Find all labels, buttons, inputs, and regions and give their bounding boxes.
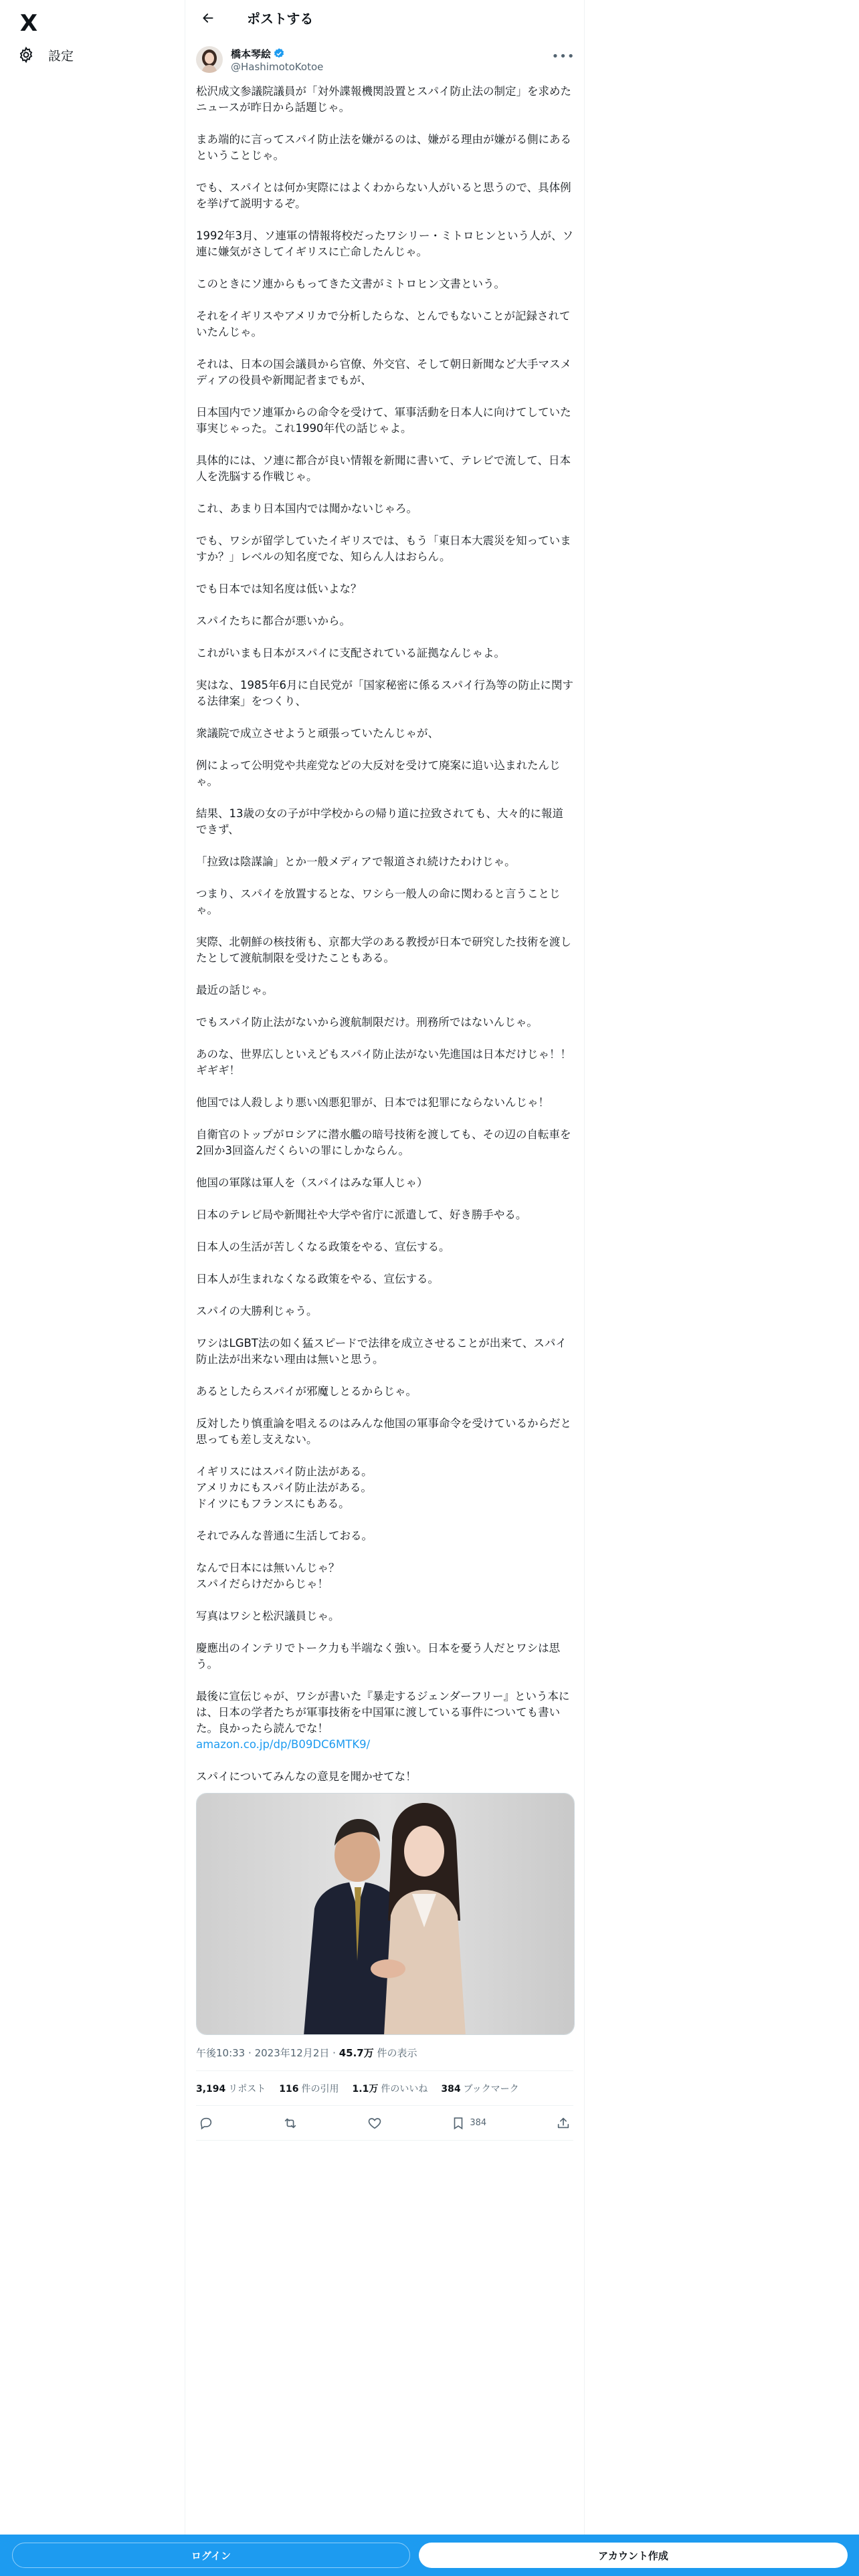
post-actions [196,2106,573,2141]
post-paragraph: 松沢成文参議院議員が「対外諜報機関設置とスパイ防止法の制定」を求めたニュースが昨日から話題じゃ。 [196,85,571,114]
left-navigation [0,0,185,2576]
post-paragraph: これ、あまり日本国内では聞かないじゃろ。 [196,502,417,515]
author-row [196,43,573,76]
post-paragraph: 最近の話じゃ。 [196,984,274,996]
post-paragraph: ワシはLGBT法の如く猛スピードで法律を成立させることが出来て、スパイ防止法が出来ない理由は無いと思う。 [196,1337,567,1366]
post-paragraph: このときにソ連からもってきた文書がミトロヒン文書という。 [196,278,505,290]
post-paragraph: 日本のテレビ局や新聞社や大学や省庁に派遣して、好き勝手やる。 [196,1208,527,1221]
post-paragraph: でも、スパイとは何か実際にはよくわからない人がいると思うので、具体例を挙げて説明するぞ。 [196,181,571,210]
post-paragraph: 「拉致は陰謀論」とか一般メディアで報道され続けたわけじゃ。 [196,855,516,868]
repost-icon [283,2116,298,2131]
author-handle[interactable]: @HashimotoKotoe [231,60,324,73]
repost-button[interactable] [283,2116,298,2131]
post-paragraph-closing: スパイについてみんなの意見を聞かせてな！ [196,1770,417,1783]
post-paragraph: スパイたちに都合が悪いから。 [196,615,351,627]
reply-button[interactable] [199,2116,213,2131]
like-button[interactable] [367,2116,382,2131]
post-paragraph: 衆議院で成立させようと頑張っていたんじゃが、 [196,727,439,740]
post-paragraph: これがいまも日本がスパイに支配されている証拠なんじゃよ。 [196,647,505,659]
page-title: ポストする [247,11,314,27]
gear-icon [17,46,35,64]
post-paragraph: 例によって公明党や共産党などの大反対を受けて廃案に追い込まれたんじゃ。 [196,759,561,788]
views-count: 45.7万 [339,2047,374,2059]
post-paragraph: 実はな、1985年6月に自民党が「国家秘密に係るスパイ行為等の防止に関する法律案」をつくり、 [196,679,573,708]
share-icon [556,2116,571,2131]
bookmarks-stat[interactable]: 384 ブックマーク [441,2083,519,2095]
post-paragraph: それでみんな普通に生活しておる。 [196,1529,373,1542]
post-paragraph-book: 最後に宣伝じゃが、ワシが書いた『暴走するジェンダーフリー』という本には、日本の学者たちが軍事技術を中国軍に渡している事件についても書いた。良かったら読んでな！ amazon.co.jp/dp/B09DC6MTK9/ [196,1689,573,1753]
author-display-name[interactable]: 橋本琴絵 [231,47,272,60]
reposts-stat[interactable]: 3,194 リポスト [196,2083,266,2095]
post-paragraph: あのな、世界広しといえどもスパイ防止法がない先進国は日本だけじゃ！！ ギギギ！ [196,1048,571,1077]
post-paragraph: 反対したり慎重論を唱えるのはみんな他国の軍事命令を受けているからだと思っても差し支えない。 [196,1417,571,1446]
post-text [196,84,573,1785]
post-paragraph: でもスパイ防止法がないから渡航制限だけ。刑務所ではないんじゃ。 [196,1016,538,1029]
amazon-link[interactable]: amazon.co.jp/dp/B09DC6MTK9/ [196,1738,371,1751]
post-date[interactable]: 2023年12月2日 [254,2047,330,2059]
post-stats [196,2071,573,2106]
more-options-button[interactable] [553,46,573,66]
verified-badge-icon [273,47,285,60]
bookmark-button[interactable] [451,2116,486,2131]
post-meta: 午後10:33 · 2023年12月2日 · 45.7万 件の表示 [196,2046,573,2071]
arrow-left-icon [201,11,215,25]
post-paragraph: でも日本では知名度は低いよな？ [196,582,362,595]
post-paragraph: あるとしたらスパイが邪魔しとるからじゃ。 [196,1385,417,1398]
nav-settings-link[interactable] [8,40,83,70]
signup-button[interactable]: アカウント作成 [419,2543,848,2568]
post-paragraph: それをイギリスやアメリカで分析したらな、とんでもないことが記録されていたんじゃ。 [196,310,571,338]
x-logo-icon[interactable]: X [19,10,38,37]
post-paragraph: 日本国内でソ連軍からの命令を受けて、軍事活動を日本人に向けてしていた事実じゃった。これ1990年代の話じゃよ。 [196,406,571,435]
heart-icon [367,2116,382,2131]
post-paragraph: それは、日本の国会議員から官僚、外交官、そして朝日新聞など大手マスメディアの役員や新聞記者までもが、 [196,358,571,387]
post-paragraph: 1992年3月、ソ連軍の情報将校だったワシリー・ミトロヒンという人が、ソ連に嫌気がさしてイギリスに亡命したんじゃ。 [196,229,573,258]
main-column [185,0,585,2576]
post-paragraph: 慶應出のインテリでトーク力も半端なく強い。日本を憂う人だとワシは思う。 [196,1642,561,1671]
photo-image [197,1794,575,2035]
post-paragraph: イギリスにはスパイ防止法がある。 アメリカにもスパイ防止法がある。 ドイツにもフランスにもある。 [196,1465,373,1510]
post-paragraph: まあ端的に言ってスパイ防止法を嫌がるのは、嫌がる理由が嫌がる側にあるということじゃ。 [196,133,571,162]
post-paragraph: 自衛官のトップがロシアに潜水艦の暗号技術を渡しても、その辺の自転車を2回か3回盗んだくらいの罪にしかならん。 [196,1128,571,1157]
post-detail [185,35,584,2141]
share-button[interactable] [556,2116,571,2131]
post-paragraph: 他国の軍隊は軍人を（スパイはみな軍人じゃ） [196,1176,428,1189]
post-paragraph: 日本人の生活が苦しくなる政策をやる、宣伝する。 [196,1241,450,1253]
post-paragraph: スパイの大勝利じゃう。 [196,1305,318,1317]
post-paragraph: 結果、13歳の女の子が中学校からの帰り道に拉致されても、大々的に報道できず、 [196,807,563,836]
more-dots-icon: ••• [551,49,575,64]
quotes-stat[interactable]: 116 件の引用 [279,2083,339,2095]
nav-settings-label: 設定 [48,48,74,64]
views-label: 件の表示 [373,2047,417,2059]
post-paragraph: 実際、北朝鮮の核技術も、京都大学のある教授が日本で研究した技術を渡したとして渡航制限を受けたこともある。 [196,936,571,964]
post-photo[interactable] [196,1793,575,2035]
bookmark-icon [451,2116,466,2131]
avatar[interactable] [196,46,223,73]
post-time[interactable]: 午後10:33 [196,2047,246,2059]
reply-icon [199,2116,213,2131]
post-paragraph: 写真はワシと松沢議員じゃ。 [196,1610,340,1622]
back-button[interactable] [196,6,220,30]
login-button[interactable]: ログイン [12,2543,410,2568]
post-paragraph: つまり、スパイを放置するとな、ワシら一般人の命に関わると言うことじゃ。 [196,887,561,916]
post-paragraph: なんで日本には無いんじゃ？ スパイだらけだからじゃ！ [196,1562,340,1590]
bottom-signup-bar [0,2535,859,2576]
post-paragraph: 日本人が生まれなくなる政策をやる、宣伝する。 [196,1273,439,1285]
post-paragraph: でも、ワシが留学していたイギリスでは、もう「東日本大震災を知っていますか？」レベルの知名度でな、知らん人はおらん。 [196,534,571,563]
post-header [185,0,584,35]
likes-stat[interactable]: 1.1万 件のいいね [352,2083,428,2095]
post-paragraph: 具体的には、ソ連に都合が良い情報を新聞に書いて、テレビで流して、日本人を洗脳する作戦じゃ。 [196,454,571,483]
bookmark-count: 384 [470,2118,487,2128]
post-paragraph: 他国では人殺しより悪い凶悪犯罪が、日本では犯罪にならないんじゃ！ [196,1096,549,1109]
